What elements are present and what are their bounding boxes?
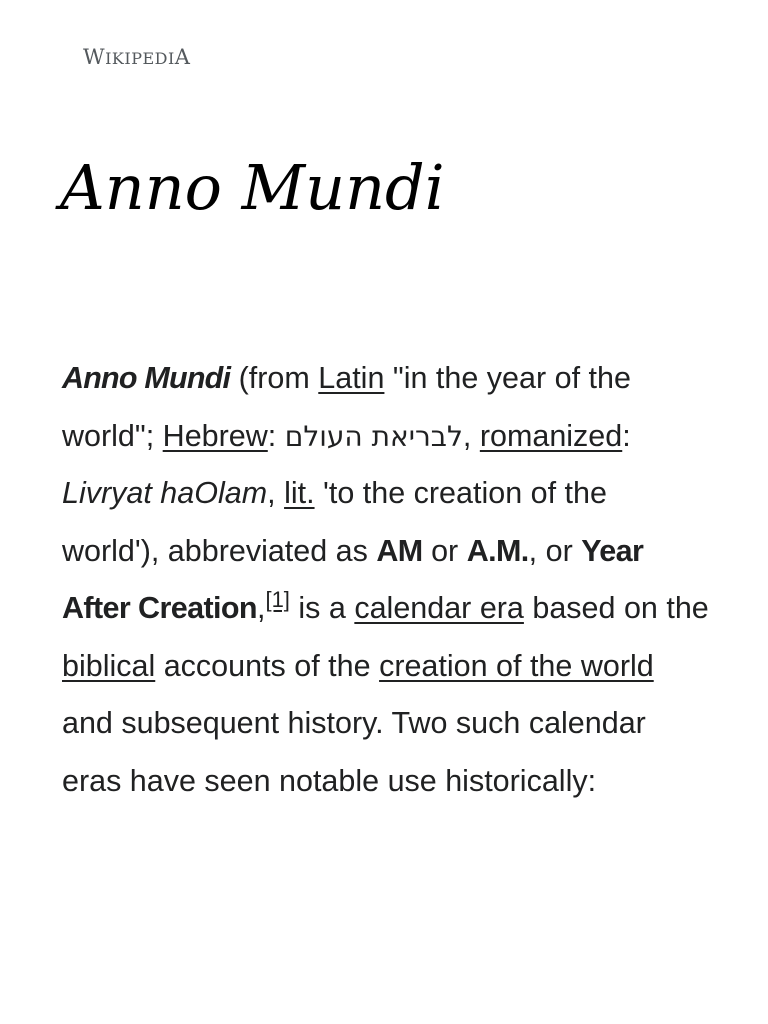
lead-paragraph xyxy=(62,350,712,810)
wordmark-letter-a: A xyxy=(174,45,191,69)
lead-text-2: "in the year of the world"; xyxy=(62,361,631,453)
lead-text-10: , xyxy=(256,591,266,625)
wikipedia-wordmark-logo[interactable] xyxy=(83,45,190,69)
lead-text-7: 'to the creation of the world'), abbreviated as xyxy=(62,476,607,568)
latin-link[interactable]: Latin xyxy=(318,361,385,395)
lit-link[interactable]: lit. xyxy=(284,476,315,510)
lead-text-1: (from xyxy=(230,361,319,395)
calendar-era-link[interactable]: calendar era xyxy=(354,591,524,625)
hebrew-text: לבריאת העולם xyxy=(284,419,463,453)
biblical-link[interactable]: biblical xyxy=(62,648,156,683)
lead-text-5: : xyxy=(622,418,631,453)
header xyxy=(83,42,190,72)
wordmark-letter-w: W xyxy=(83,45,106,69)
reference-1 xyxy=(265,587,289,612)
creation-of-the-world-link[interactable]: creation of the world xyxy=(379,648,654,683)
lead-term: Anno Mundi xyxy=(62,361,231,395)
page-title: Anno Mundi xyxy=(60,151,445,224)
lead-text-4: , xyxy=(462,418,480,453)
lead-text-3: : xyxy=(267,418,285,453)
lead-text-9: , or xyxy=(528,533,582,568)
lead-text-13: accounts of the xyxy=(155,648,380,683)
am-dotted-abbreviation: A.M. xyxy=(466,533,529,568)
reference-1-link[interactable]: [1] xyxy=(265,587,290,612)
wordmark-middle: IKIPEDI xyxy=(105,49,175,68)
year-after-creation: Year After Creation xyxy=(62,533,644,625)
lead-text-6: , xyxy=(267,476,285,510)
lead-text-14: and subsequent history. Two such calendar eras have seen notable use historically: xyxy=(62,706,646,798)
romanized-link[interactable]: romanized xyxy=(479,418,623,453)
lead-text-8: or xyxy=(422,533,467,568)
lead-text-11: is a xyxy=(289,591,355,625)
lead-text-12: based on the xyxy=(523,591,709,625)
romanized-text: Livryat haOlam xyxy=(62,476,268,510)
hebrew-link[interactable]: Hebrew xyxy=(162,418,268,453)
am-abbreviation: AM xyxy=(376,533,423,568)
